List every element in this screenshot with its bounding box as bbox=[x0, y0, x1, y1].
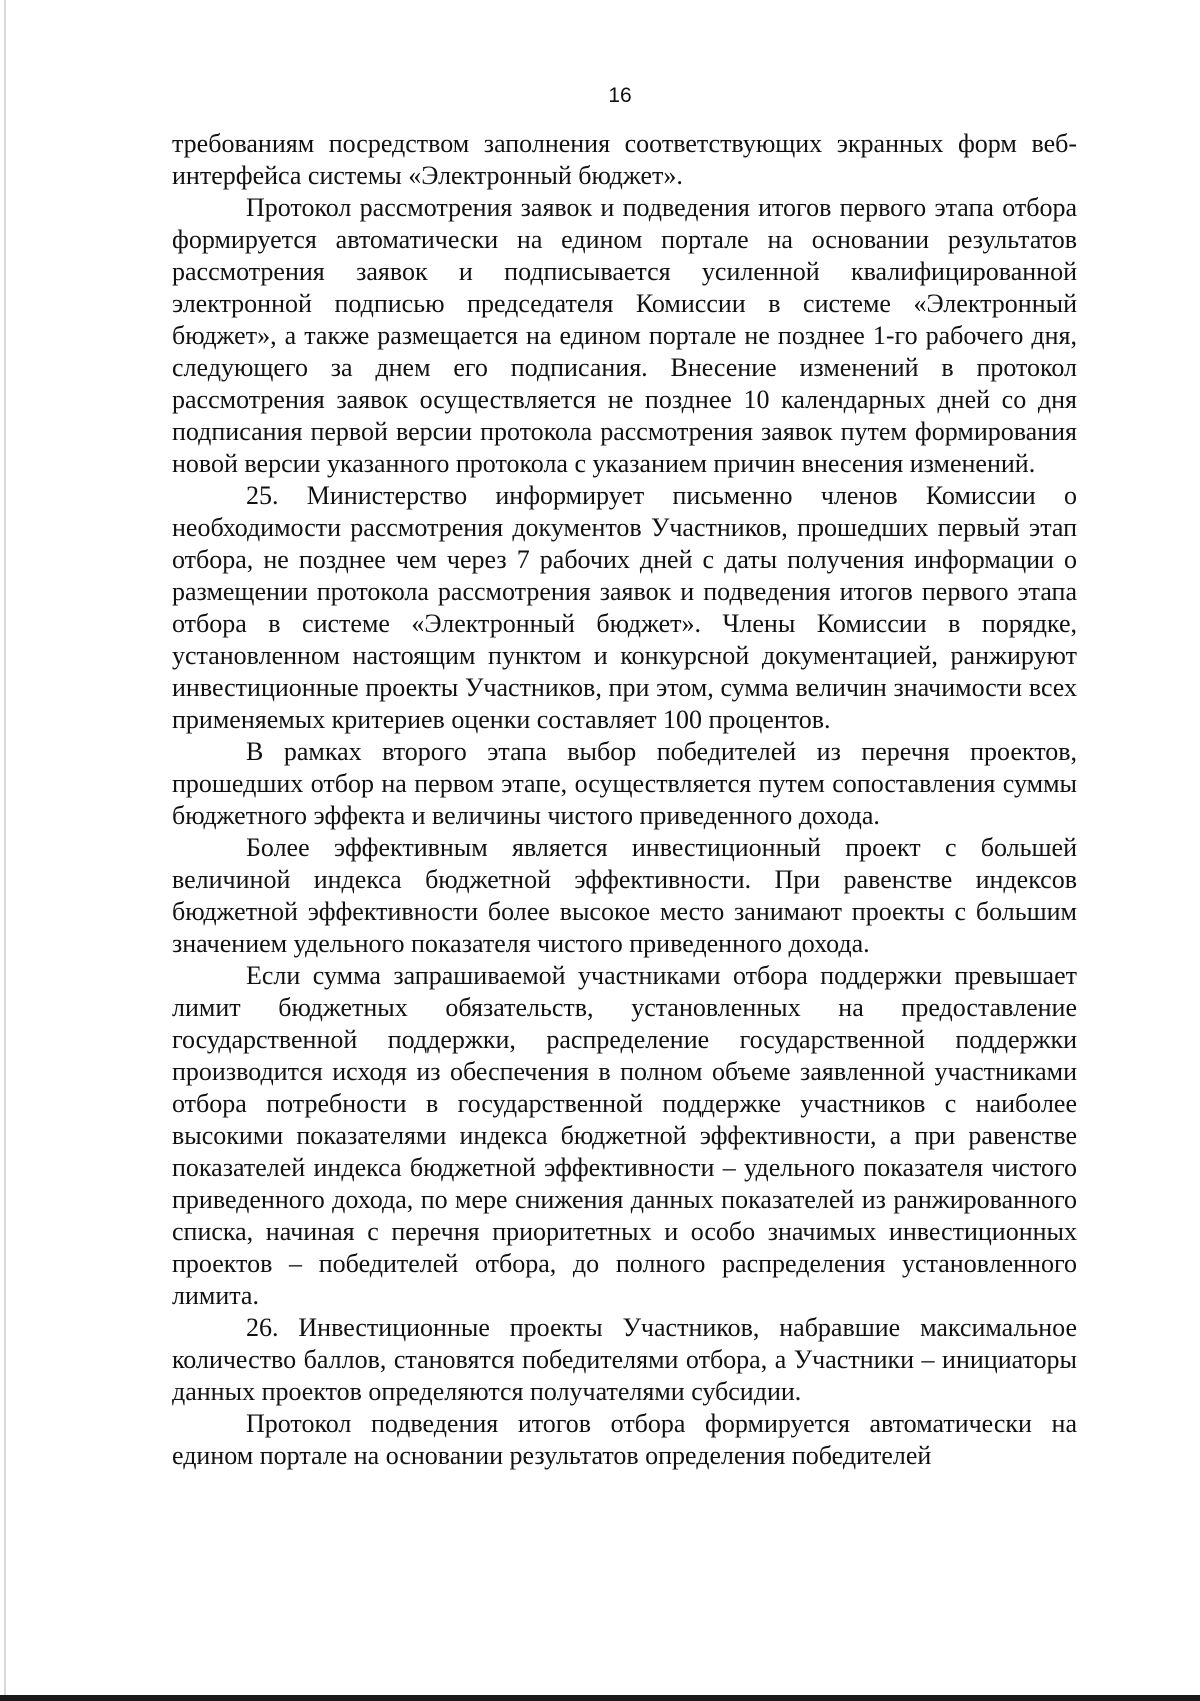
paragraph-efficiency: Более эффективным является инвестиционный проект с большей величиной индекса бюджетной эффективности. При равенстве индексов бюджетной эффективности более высокое место занимают проекты с большим значением удельного показателя чистого приведенного дохода. bbox=[172, 833, 1077, 958]
scan-edge-bottom bbox=[0, 1695, 1200, 1701]
paragraph-item-26: 26. Инвестиционные проекты Участников, набравшие максимальное количество баллов, становятся победителями отбора, а Участники – инициаторы данных проектов определяются получателями субсидии. bbox=[172, 1313, 1077, 1406]
paragraph-second-stage: В рамках второго этапа выбор победителей из перечня проектов, прошедших отбор на первом этапе, осуществляется путем сопоставления суммы бюджетного эффекта и величины чистого приведенного дохода. bbox=[172, 737, 1077, 830]
paragraph-item-25: 25. Министерство информирует письменно членов Комиссии о необходимости рассмотрения документов Участников, прошедших первый этап отбора, не позднее чем через 7 рабочих дней с даты получения информации о размещении протокола рассмотрения заявок и подведения итогов первого этапа отбора в системе «Электронный бюджет». Члены Комиссии в порядке, установленном настоящим пунктом и конкурсной документацией, ранжируют инвестиционные проекты Участников, при этом, сумма величин значимости всех применяемых критериев оценки составляет 100 процентов. bbox=[172, 481, 1077, 734]
scan-edge-left bbox=[4, 0, 6, 1701]
paragraph-continuation: требованиям посредством заполнения соответствующих экранных форм веб-интерфейса системы «Электронный бюджет». bbox=[172, 129, 1077, 190]
page-number: 16 bbox=[608, 84, 632, 107]
paragraph-limit-distribution: Если сумма запрашиваемой участниками отбора поддержки превышает лимит бюджетных обязательств, установленных на предоставление государственной поддержки, распределение государственной поддержки производится исходя из обеспечения в полном объеме заявленной участниками отбора потребности в государственной поддержке участников с наиболее высокими показателями индекса бюджетной эффективности, а при равенстве показателей индекса бюджетной эффективности – удельного показателя чистого приведенного дохода, по мере снижения данных показателей из ранжированного списка, начиная с перечня приоритетных и особо значимых инвестиционных проектов – победителей отбора, до полного распределения установленного лимита. bbox=[172, 961, 1077, 1310]
paragraph-protocol-first-stage: Протокол рассмотрения заявок и подведения итогов первого этапа отбора формируется автоматически на едином портале на основании результатов рассмотрения заявок и подписывается усиленной квалифицированной электронной подписью председателя Комиссии в системе «Электронный бюджет», а также размещается на едином портале не позднее 1-го рабочего дня, следующего за днем его подписания. Внесение изменений в протокол рассмотрения заявок осуществляется не позднее 10 календарных дней со дня подписания первой версии протокола рассмотрения заявок путем формирования новой версии указанного протокола с указанием причин внесения изменений. bbox=[172, 193, 1077, 478]
body-text bbox=[172, 128, 1077, 1472]
paragraph-results-protocol: Протокол подведения итогов отбора формируется автоматически на едином портале на основании результатов определения победителей bbox=[172, 1409, 1077, 1470]
